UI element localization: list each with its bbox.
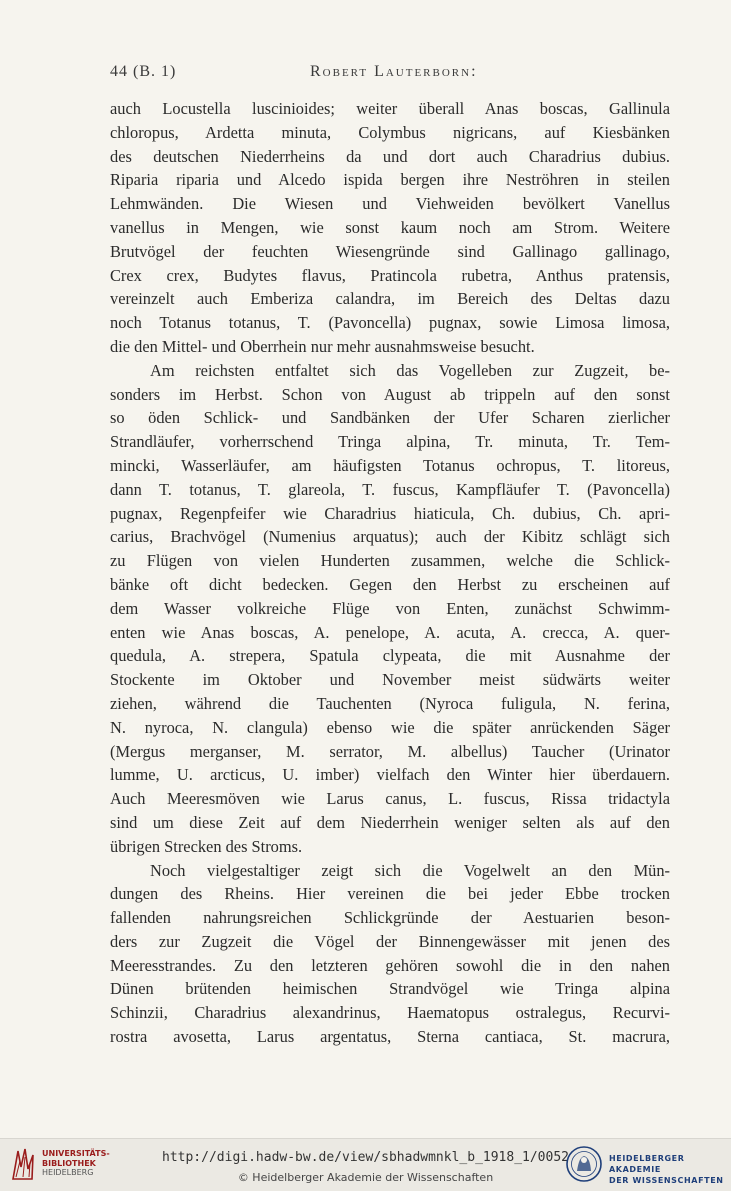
text-line: carius, Brachvögel (Numenius arquatus); auch der Kibitz schlägt sich xyxy=(110,527,670,547)
text-line: des deutschen Niederrheins da und dort auch Charadrius dubius. xyxy=(110,146,670,166)
text-line: dann T. totanus, T. glareola, T. fuscus, Kampfläufer T. (Pavoncella) xyxy=(110,479,670,499)
academy-seal-icon xyxy=(565,1145,603,1183)
text-line: übrigen Strecken des Stroms. xyxy=(110,836,303,856)
text-line: Schinzii, Charadrius alexandrinus, Haematopus ostralegus, Recurvi- xyxy=(110,1003,670,1023)
academy-name-line2: DER WISSENSCHAFTEN xyxy=(609,1176,724,1185)
text-line: bänke oft dicht bedecken. Gegen den Herbst zu erscheinen auf xyxy=(110,574,670,594)
text-line: pugnax, Regenpfeifer wie Charadrius hiaticula, Ch. dubius, Ch. apri- xyxy=(110,503,670,523)
text-line: zu Flügen von vielen Hunderten zusammen, welche die Schlick- xyxy=(110,551,670,571)
text-line: so öden Schlick- und Sandbänken der Ufer Scharen zierlicher xyxy=(110,408,670,428)
text-line: auch Locustella luscinioides; weiter überall Anas boscas, Gallinula xyxy=(110,99,670,118)
text-line: sonders im Herbst. Schon von August ab trippeln auf den sonst xyxy=(110,384,670,404)
text-line: rostra avosetta, Larus argentatus, Sterna cantiaca, St. macrura, xyxy=(110,1027,670,1047)
text-line: noch Totanus totanus, T. (Pavoncella) pugnax, sowie Limosa limosa, xyxy=(110,313,670,333)
text-line: Brutvögel der feuchten Wiesengründe sind Gallinago gallinago, xyxy=(110,241,670,261)
text-line: Am reichsten entfaltet sich das Vogelleben zur Zugzeit, be- xyxy=(150,360,670,380)
text-line: (Mergus merganser, M. serrator, M. albellus) Taucher (Urinator xyxy=(110,741,670,761)
ub-city: HEIDELBERG xyxy=(42,1168,94,1177)
text-line: Strandläufer, vorherrschend Tringa alpina, Tr. minuta, Tr. Tem- xyxy=(110,432,670,452)
text-line: enten wie Anas boscas, A. penelope, A. acuta, A. crecca, A. quer- xyxy=(110,622,670,642)
academy-name-line1: HEIDELBERGER AKADEMIE xyxy=(609,1154,685,1174)
text-line: Crex crex, Budytes flavus, Pratincola rubetra, Anthus pratensis, xyxy=(110,265,670,285)
text-line: Stockente im Oktober und November meist südwärts weiter xyxy=(110,670,670,690)
running-title: Robert Lauterborn: xyxy=(310,63,478,80)
body-text xyxy=(110,97,670,1049)
text-line: dungen des Rheins. Hier vereinen die bei jeder Ebbe trocken xyxy=(110,884,670,904)
ub-name-line1: UNIVERSITÄTS- xyxy=(42,1149,110,1158)
text-line: Meeresstrandes. Zu den letzteren gehören sowohl die in den nahen xyxy=(110,955,670,975)
text-line: vereinzelt auch Emberiza calandra, im Bereich des Deltas dazu xyxy=(110,289,670,309)
academy-name xyxy=(609,1153,731,1186)
running-header xyxy=(110,63,670,85)
text-line: die den Mittel- und Oberrhein nur mehr ausnahmsweise besucht. xyxy=(110,336,535,356)
permalink-url[interactable]: http://digi.hadw-bw.de/view/sbhadwmnkl_b_1918_1/0052 xyxy=(162,1150,569,1165)
text-line: ders zur Zugzeit die Vögel der Binnengewässer mit jenen des xyxy=(110,931,670,951)
text-line: Dünen brütenden heimischen Strandvögel wie Tringa alpina xyxy=(110,979,670,999)
text-line: Noch vielgestaltiger zeigt sich die Vogelwelt an den Mün- xyxy=(150,860,670,880)
ub-name-line2: BIBLIOTHEK xyxy=(42,1158,96,1168)
text-line: lumme, U. arcticus, U. imber) vielfach den Winter hier überdauern. xyxy=(110,765,670,785)
text-line: Auch Meeresmöven wie Larus canus, L. fuscus, Rissa tridactyla xyxy=(110,789,670,809)
text-line: dem Wasser volkreiche Flüge von Enten, zunächst Schwimm- xyxy=(110,598,670,618)
text-line: vanellus in Mengen, wie sonst kaum noch am Strom. Weitere xyxy=(110,217,670,237)
text-line: mincki, Wasserläufer, am häufigsten Totanus ochropus, T. litoreus, xyxy=(110,455,670,475)
text-line: quedula, A. strepera, Spatula clypeata, die mit Ausnahme der xyxy=(110,646,670,666)
page-number: 44 (B. 1) xyxy=(110,63,177,80)
text-line: Lehmwänden. Die Wiesen und Viehweiden bevölkert Vanellus xyxy=(110,194,670,214)
text-line: N. nyroca, N. clangula) ebenso wie die später anrückenden Säger xyxy=(110,717,670,737)
text-line: sind um diese Zeit auf dem Niederrhein weniger selten als auf den xyxy=(110,812,670,832)
text-line: chloropus, Ardetta minuta, Colymbus nigricans, auf Kiesbänken xyxy=(110,122,670,142)
text-line: Riparia riparia und Alcedo ispida bergen ihre Neströhren in steilen xyxy=(110,170,670,190)
text-line: fallenden nahrungsreichen Schlickgründe der Aestuarien beson- xyxy=(110,908,670,928)
copyright-notice: © Heidelberger Akademie der Wissenschaften xyxy=(237,1171,494,1184)
text-line: ziehen, während die Tauchenten (Nyroca fuligula, N. ferina, xyxy=(110,693,670,713)
